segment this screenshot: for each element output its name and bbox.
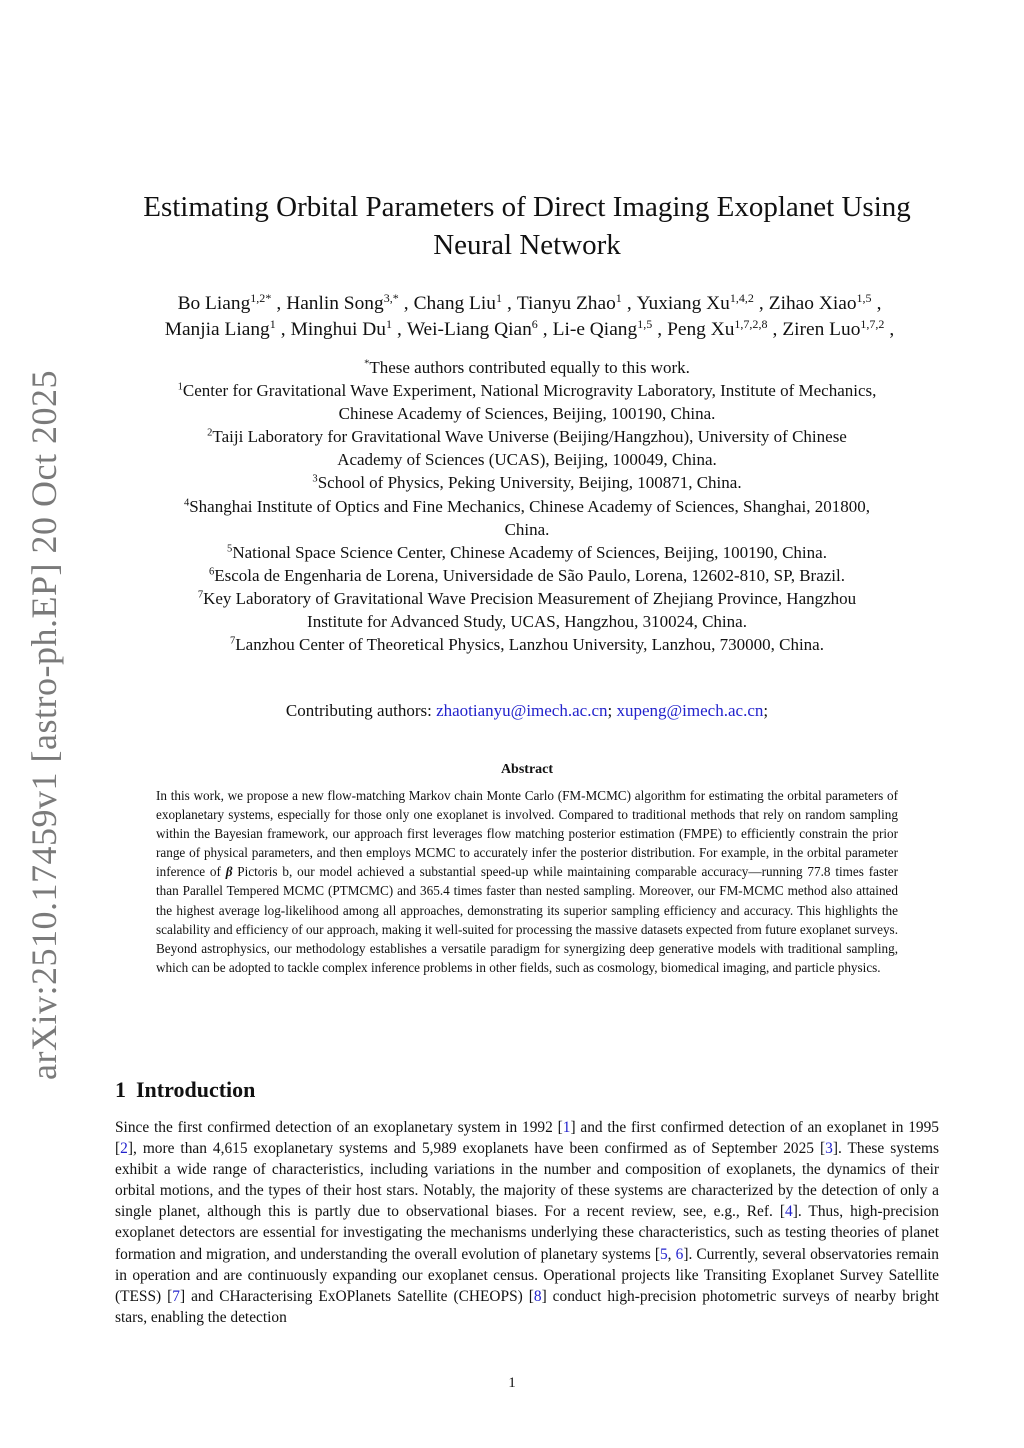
author-row: Manjia Liang$^1$ , Minghui Du$^1$ , Wei-Liang Qian$^6$ , Li-e Qiang$^{1,5}$ , Peng Xu$^{1,7,2,8}$ , Ziren Luo$^{1,7,2}$ , [164,316,895,340]
affiliation-line [115,518,939,541]
author [406,316,538,340]
author-name: Manjia Liang [164,319,270,340]
introduction-paragraph [115,1117,939,1328]
author-row: Bo Liang$^{1,2*}$ , Hanlin Song$^{3,*}$ , Chang Liu$^1$ , Tianyu Zhao$^1$ , Yuxiang Xu$^{1,4,2}$ , Zihao Xiao$^{1,5}$ , [177,290,882,314]
author [286,290,399,314]
author [177,290,272,314]
intro-text: ] and CHaracterising ExOPlanets Satellite (CHEOPS) [ [179,1287,534,1305]
section-number: 1 [115,1077,126,1102]
paper-title [115,188,939,264]
section-title: Introduction [136,1077,256,1102]
author-affiliation-marks: 3,* [383,290,399,305]
citation-link[interactable]: 8 [533,1287,542,1305]
note-text: These authors contributed equally to this work. [369,358,690,377]
affiliation-line [115,471,939,494]
title-line: Neural Network [433,229,621,261]
affiliation-text: Shanghai Institute of Optics and Fine Mechanics, Chinese Academy of Sciences, Shanghai, 201800, [189,496,871,516]
affiliation-number: 4 [183,497,190,509]
author-affiliation-marks: 1 [269,316,276,331]
citation-link[interactable]: 7 [172,1287,180,1305]
affiliation-list [115,379,939,656]
intro-text: ] conduct high-precision photometric surveys of nearby bright stars, enabling the detection [115,1287,939,1326]
affiliation-text: Academy of Sciences (UCAS), Beijing, 100049, China. [337,450,717,470]
abstract-text [156,786,898,977]
affiliation-text: School of Physics, Peking University, Beijing, 100871, China. [317,473,742,493]
citation-link[interactable]: 1 [562,1119,571,1136]
author [782,316,885,340]
author-affiliation-marks: 1,7,2 [860,316,885,331]
citation-link[interactable]: 4 [784,1203,793,1221]
affiliation-text: China. [504,519,550,539]
affiliation-number: 5 [227,543,233,555]
intro-text: ], more than 4,615 exoplanetary systems and 5,989 exoplanets have been confirmed as of September 2025 [ [127,1140,826,1158]
affiliation-number: 2 [207,427,213,439]
intro-text: ] and the first confirmed detection of an exoplanet in 1995 [ [115,1119,939,1158]
author-name: Bo Liang [177,293,251,314]
affiliation-line [115,425,939,448]
affiliation-number: 1 [177,381,183,393]
author-affiliation-marks: 1 [615,290,622,305]
author [164,316,276,340]
contact-line [115,699,939,723]
affiliation-text: Lanzhou Center of Theoretical Physics, Lanzhou University, Lanzhou, 730000, China. [235,635,824,655]
intro-text: ]. Thus, high-precision exoplanet detectors are essential for investigating the mechanisms underlying these characteristics, such as testing theories of planet formation and migration, and understanding the overall evolution of planetary systems [ [115,1203,939,1263]
author [516,290,622,314]
author-name: Zihao Xiao [768,293,857,314]
author [667,316,768,340]
intro-text: , [667,1245,676,1263]
affiliation-text: National Space Science Center, Chinese Academy of Sciences, Beijing, 100190, China. [232,542,827,562]
citation-link[interactable]: 6 [675,1245,684,1263]
note-marker: * [364,358,370,370]
author-name: Hanlin Song [286,293,384,314]
author [768,290,872,314]
affiliation-text: Institute for Advanced Study, UCAS, Hangzhou, 310024, China. [307,612,747,632]
author-name: Minghui Du [290,319,386,340]
equal-contribution-note [115,356,939,379]
author-name: Peng Xu [667,319,735,340]
email-separator: ; [763,701,769,720]
arxiv-identifier: arXiv:2510.17459v1 [astro-ph.EP] 20 Oct 2025 [24,370,64,1080]
affiliation-line [115,587,939,610]
section-heading [115,1075,255,1105]
email-separator: ; [607,701,613,720]
author [413,290,502,314]
contact-label: Contributing authors: [285,701,432,720]
citation-link[interactable]: 5 [659,1245,668,1263]
email-link[interactable]: xupeng@imech.ac.cn [616,701,764,720]
author-affiliation-marks: 1,7,2,8 [734,316,768,331]
affiliation-text: Chinese Academy of Sciences, Beijing, 100190, China. [338,404,716,424]
page-number: 1 [508,1375,516,1391]
affiliation-number: 7 [230,635,236,647]
abstract-part: In this work, we propose a new flow-matching Markov chain Monte Carlo (FM-MCMC) algorithm for estimating the orbital parameters of exoplanetary systems, especially for those only one exoplanet is involved. Compared to traditional methods that rely on random sampling within the Bayesian framework, our approach first leverages flow matching posterior estimation (FMPE) to efficiently constrain the prior range of physical parameters, and then employs MCMC to accurately infer the posterior distribution. For example, in the orbital parameter inference of [156,788,898,880]
author-name: Wei-Liang Qian [406,319,532,340]
beta-symbol: β [225,864,233,880]
affiliation-line [115,610,939,633]
affiliation-line [115,633,939,656]
author-name: Ziren Luo [782,319,861,340]
affiliation-number: 3 [312,474,318,486]
author-affiliation-marks: 1,4,2 [729,290,754,305]
affiliation-text: Center for Gravitational Wave Experiment, National Microgravity Laboratory, Institute of Mechanics, [182,381,877,401]
author-name: Tianyu Zhao [516,293,616,314]
author-affiliation-marks: 1,5 [637,316,653,331]
affiliation-text: Key Laboratory of Gravitational Wave Precision Measurement of Zhejiang Province, Hangzhou [203,588,857,608]
author-affiliation-marks: 1,5 [856,290,872,305]
affiliation-line [115,379,939,402]
citation-link[interactable]: 3 [825,1140,833,1158]
author [290,316,392,340]
author-list [115,291,939,343]
intro-text: ]. Currently, several observatories remain in operation and are continuously expanding our exoplanet census. Operational projects like Transiting Exoplanet Survey Satellite (TESS) [ [115,1245,939,1305]
author-affiliation-marks: 6 [531,316,538,331]
title-line: Estimating Orbital Parameters of Direct Imaging Exoplanet Using [143,191,911,223]
affiliation-line [115,448,939,471]
affiliation-line [115,564,939,587]
affiliation-line [115,541,939,564]
author-name: Chang Liu [413,293,496,314]
intro-text: Since the first confirmed detection of an exoplanetary system in 1992 [ [115,1119,563,1136]
affiliation-text: Taiji Laboratory for Gravitational Wave Universe (Beijing/Hangzhou), University of Chinese [212,427,847,447]
intro-text: ]. These systems exhibit a wide range of characteristics, including variations in the number and composition of exoplanets, the dynamics of their orbital motions, and the types of their host stars. Notably, the majority of these systems are characterized by the detection of only a single planet, although this is partly due to observational biases. For a recent review, see, e.g., Ref. [ [115,1140,939,1221]
affiliation-line [115,402,939,425]
affiliation-number: 6 [209,566,215,578]
email-link[interactable]: zhaotianyu@imech.ac.cn [436,701,608,720]
author-affiliation-marks: 1 [495,290,502,305]
citation-link[interactable]: 2 [120,1140,128,1158]
author-affiliation-marks: 1 [385,316,392,331]
author-name: Li-e Qiang [552,319,638,340]
abstract-heading: Abstract [500,762,554,777]
abstract-part: Pictoris b, our model achieved a substantial speed-up while maintaining comparable accuracy—running 77.8 times faster than Parallel Tempered MCMC (PTMCMC) and 365.4 times faster than nested sampling. Moreover, our FM-MCMC method also attained the highest average log-likelihood among all approaches, demonstrating its superior sampling efficiency and accuracy. This highlights the scalability and efficiency of our approach, making it well-suited for processing the massive datasets expected from future exoplanet surveys. Beyond astrophysics, our methodology establishes a versatile paradigm for synergizing deep generative models with traditional sampling, which can be adopted to tackle complex inference problems in other fields, such as cosmology, biomedical imaging, and particle physics. [156,864,898,975]
affiliations [115,356,939,656]
affiliation-text: Escola de Engenharia de Lorena, Universidade de São Paulo, Lorena, 12602-810, SP, Brazil. [214,565,845,585]
affiliation-number: 7 [197,589,204,601]
author [636,290,754,314]
affiliation-line [115,495,939,518]
author-affiliation-marks: 1,2* [250,290,272,305]
author-name: Yuxiang Xu [636,293,730,314]
author [552,316,653,340]
